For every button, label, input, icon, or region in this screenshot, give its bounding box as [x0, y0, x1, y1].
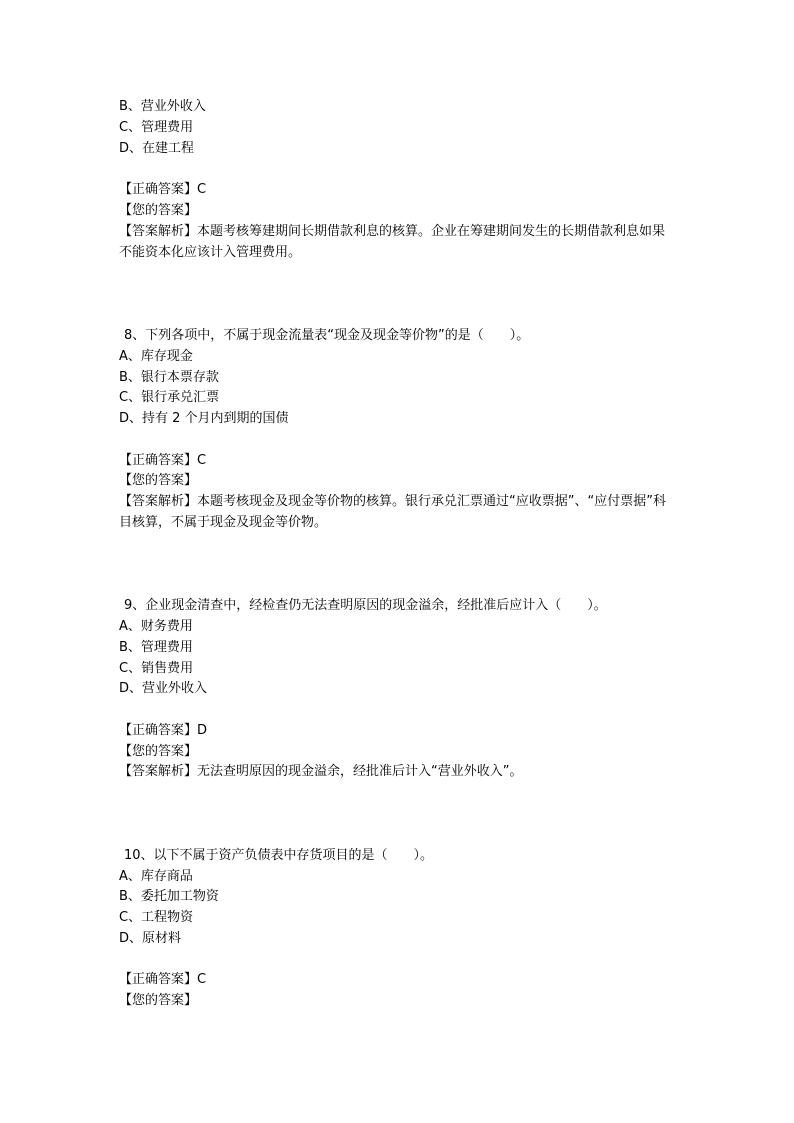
question-9-option-d: D、营业外收入: [119, 681, 208, 696]
question-10-correct-answer: 【正确答案】C: [119, 972, 207, 987]
question-8-option-a: A、库存现金: [119, 349, 193, 364]
correct-answer: 【正确答案】C: [119, 182, 207, 197]
question-10-option-d: D、原材料: [119, 931, 182, 946]
question-8-title: 8、下列各项中，不属于现金流量表“现金及现金等价物”的是（ ）。: [124, 328, 530, 343]
question-9-correct-answer: 【正确答案】D: [119, 723, 208, 738]
option-b: B、营业外收入: [119, 99, 206, 114]
question-9-option-c: C、销售费用: [119, 661, 194, 676]
question-9-option-a: A、财务费用: [119, 619, 193, 634]
option-d: D、在建工程: [119, 141, 195, 156]
answer-analysis: 【答案解析】本题考核筹建期间长期借款利息的核算。企业在筹建期间发生的长期借款利息如果不能资本化应该计入管理费用。: [119, 224, 666, 260]
question-9-analysis: 【答案解析】无法查明原因的现金溢余，经批准后计入“营业外收入”。: [119, 764, 523, 779]
question-10-option-b: B、委托加工物资: [119, 889, 219, 904]
question-10-option-c: C、工程物资: [119, 910, 194, 925]
question-10-your-answer: 【您的答案】: [119, 993, 198, 1008]
question-8-option-d: D、持有 2 个月内到期的国债: [119, 411, 289, 426]
question-8-option-c: C、银行承兑汇票: [119, 390, 220, 405]
question-8-analysis: 【答案解析】本题考核现金及现金等价物的核算。银行承兑汇票通过“应收票据”、“应付票据”科目核算，不属于现金及现金等价物。: [119, 494, 666, 530]
option-c: C、管理费用: [119, 120, 194, 135]
question-9-option-b: B、管理费用: [119, 640, 193, 655]
question-8-option-b: B、银行本票存款: [119, 370, 219, 385]
question-8-your-answer: 【您的答案】: [119, 473, 198, 488]
question-9-title: 9、企业现金清查中，经检查仍无法查明原因的现金溢余，经批准后应计入（ ）。: [124, 598, 607, 613]
question-10-title: 10、以下不属于资产负债表中存货项目的是（ ）。: [124, 848, 434, 863]
your-answer: 【您的答案】: [119, 203, 198, 218]
question-8-correct-answer: 【正确答案】C: [119, 453, 207, 468]
question-10-option-a: A、库存商品: [119, 869, 193, 884]
question-9-your-answer: 【您的答案】: [119, 744, 198, 759]
